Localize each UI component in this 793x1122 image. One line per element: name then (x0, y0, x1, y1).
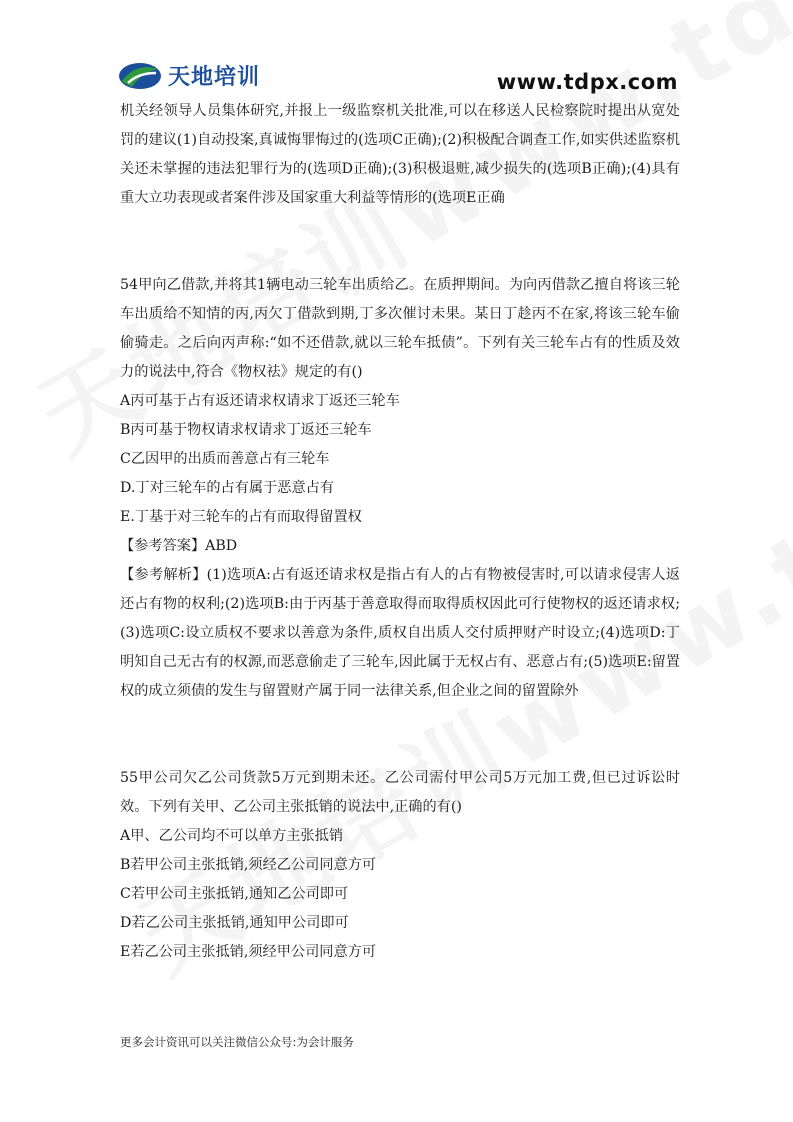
question-55-stem: 55甲公司欠乙公司货款5万元到期未还。乙公司需付甲公司5万元加工费,但已过诉讼时效。下列有关甲、乙公司主张抵销的说法中,正确的有() (120, 770, 680, 815)
option-c: C若甲公司主张抵销,通知乙公司即可 (120, 886, 349, 902)
option-a: A丙可基于占有返还请求权请求丁返还三轮车 (120, 393, 400, 409)
site-url[interactable]: www.tdpx.com (496, 70, 678, 94)
option-e: E若乙公司主张抵销,须经甲公司同意方可 (120, 944, 377, 960)
question-54-stem: 54甲向乙借款,并将其1辆电动三轮车出质给乙。在质押期间。为向丙借款乙擅自将该三轮车出质给不知情的丙,丙欠丁借款到期,丁多次催讨未果。某日丁趁丙不在家,将该三轮车偷偷骑走。之后向丙声称:“如不还借款,就以三轮车抵债”。下列有关三轮车占有的性质及效力的说法中,符合《物权祛》规定的有() (120, 277, 680, 380)
reference-analysis: 【参考解析】(1)选项A:占有返还请求权是指占有人的占有物被侵害时,可以请求侵害人返还占有物的权利;(2)选项B:由于丙基于善意取得而取得质权因此可行使物权的返还请求权;(3)选项C:设立质权不要求以善意为条件,质权自出质人交付质押财产时设立;(4)选项D:丁明知自己无古有的权源,而恶意偷走了三轮车,因此属于无权占有、恶意占有;(5)选项E:留置权的成立须债的发生与留置财产属于同一法律关系,但企业之间的留置除外 (120, 567, 680, 699)
logo-text: 天地培训 (168, 65, 261, 90)
option-a: A甲、乙公司均不可以单方主张抵销 (120, 828, 344, 844)
logo (118, 60, 260, 91)
swoosh-logo-icon (118, 61, 162, 91)
reference-answer: 【参考答案】ABD (120, 538, 238, 554)
document-body (120, 97, 680, 967)
option-d: D若乙公司主张抵销,通知甲公司即可 (120, 915, 349, 931)
option-b: B丙可基于物权请求权请求丁返还三轮车 (120, 422, 372, 438)
page-header (118, 60, 678, 100)
option-c: C乙因甲的出质而善意占有三轮车 (120, 451, 330, 467)
page-footer: 更多会计资讯可以关注微信公众号:为会计服务 (120, 1035, 354, 1049)
option-d: D.丁对三轮车的占有属于恶意占有 (120, 480, 335, 496)
option-b: B若甲公司主张抵销,须经乙公司同意方可 (120, 857, 377, 873)
intro-paragraph: 机关经领导人员集体研究,并报上一级监察机关批准,可以在移送人民检察院时提出从宽处罚的建议(1)自动投案,真诚悔罪悔过的(选项C正确);(2)积极配合调查工作,如实供述监察机关还未掌握的违法犯罪行为的(选项D正确);(3)积极退赃,减少损失的(选项B正确);(4)具有重大立功表现或者案件涉及国家重大利益等情形的(选项E正确 (120, 103, 680, 206)
option-e: E.丁基于对三轮车的占有而取得留置权 (120, 509, 362, 525)
